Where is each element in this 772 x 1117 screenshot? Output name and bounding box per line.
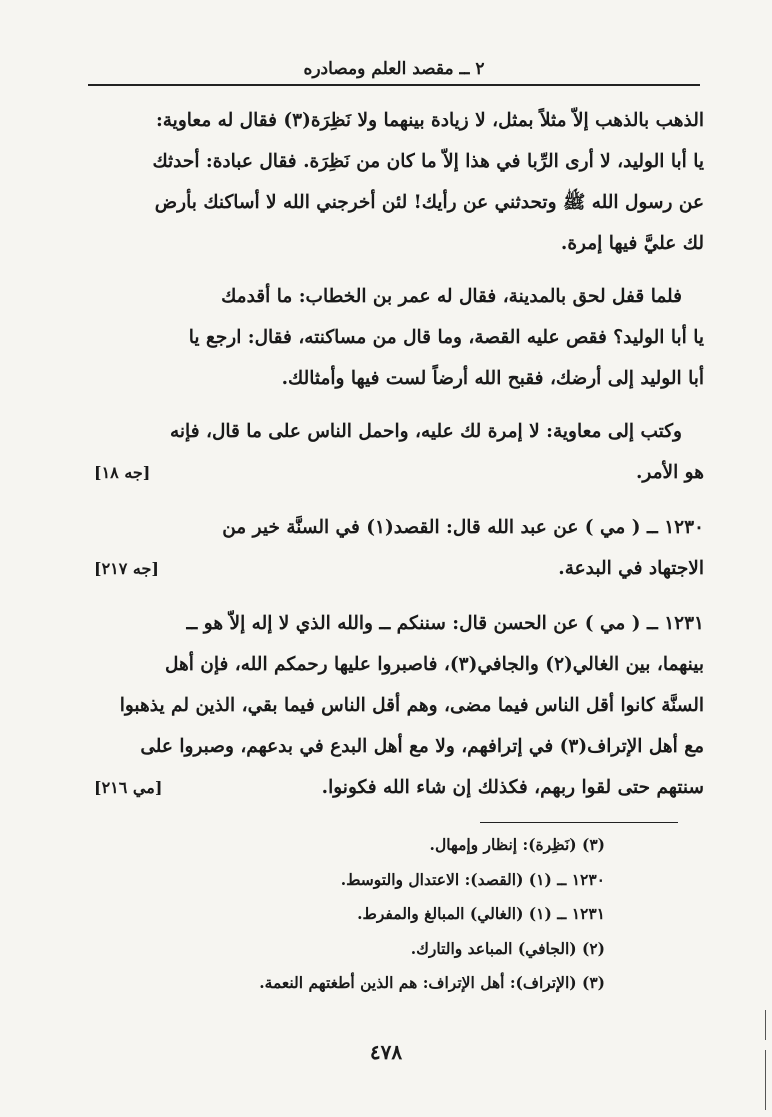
text-line-content: سنتهم حتى لقوا ربهم، فكذلك إن شاء الله فكونوا. <box>321 777 704 798</box>
source-reference: [مي ٢١٦] <box>94 778 163 797</box>
text-line <box>88 767 704 808</box>
footnote: (٣) (الإتراف): أهل الإتراف: هم الذين أطغتهم النعمة. <box>259 973 605 992</box>
text-line: ١٢٣١ ــ ( مي ) عن الحسن قال: سننكم ــ والله الذي لا إله إلاّ هو ــ <box>186 613 704 634</box>
page-edge-mark <box>765 1010 766 1040</box>
text-line: فلما قفل لحق بالمدينة، فقال له عمر بن الخطاب: ما أقدمك <box>221 286 682 307</box>
footnote: (٢) (الجافي) المباعد والتارك. <box>410 938 605 958</box>
footnote: ١٢٣٠ ــ (١) (القصد): الاعتدال والتوسط. <box>340 869 605 889</box>
text-line: الذهب بالذهب إلاّ مثلاً بمثل، لا زيادة بينهما ولا نَظِرَة(٣) فقال له معاوية: <box>155 110 704 131</box>
text-line: السنَّة كانوا أقل الناس فيما مضى، وهم أقل الناس فيما بقي، الذين لم يذهبوا <box>119 695 704 716</box>
text-line <box>88 548 704 589</box>
text-line: لك عليَّ فيها إمرة. <box>560 233 704 254</box>
text-line-content: هو الأمر. <box>635 462 704 483</box>
text-line-content: الاجتهاد في البدعة. <box>558 558 704 579</box>
paragraph-1 <box>88 100 704 264</box>
text-line: أبا الوليد إلى أرضك، فقبح الله أرضاً لست فيها وأمثالك. <box>281 368 704 389</box>
footnotes <box>150 828 605 1001</box>
paragraph-3 <box>88 411 704 493</box>
main-text <box>88 100 704 820</box>
text-line: يا أبا الوليد؟ فقص عليه القصة، وما قال من مساكنته، فقال: ارجع يا <box>188 327 704 348</box>
hadith-1230 <box>88 507 704 589</box>
footnote: (٣) (نَظِرة): إنظار وإمهال. <box>429 835 605 854</box>
header-rule <box>88 84 700 86</box>
text-line: وكتب إلى معاوية: لا إمرة لك عليه، واحمل الناس على ما قال، فإنه <box>169 421 682 442</box>
hadith-1231 <box>88 603 704 808</box>
source-reference: [جه ٢١٧] <box>94 559 159 578</box>
page-edge-mark <box>765 1050 766 1110</box>
page-number: ٤٧٨ <box>369 1040 403 1064</box>
text-line: عن رسول الله ﷺ وتحدثني عن رأيك! لئن أخرجني الله لا أساكنك بأرض <box>154 192 704 213</box>
text-line <box>88 452 704 493</box>
text-line: بينهما، بين الغالي(٢) والجافي(٣)، فاصبروا عليها رحمكم الله، فإن أهل <box>164 654 704 675</box>
running-header: ٢ ــ مقصد العلم ومصادره <box>303 59 485 79</box>
footnote-rule <box>480 822 678 823</box>
footnote: ١٢٣١ ــ (١) (الغالي) المبالغ والمفرط. <box>357 904 605 923</box>
text-line: يا أبا الوليد، لا أرى الرِّبا في هذا إلاّ ما كان من نَظِرَة. فقال عبادة: أحدثك <box>152 151 704 172</box>
paragraph-2 <box>88 276 704 399</box>
text-line: ١٢٣٠ ــ ( مي ) عن عبد الله قال: القصد(١) في السنَّة خير من <box>222 517 704 538</box>
text-line: مع أهل الإتراف(٣) في إترافهم، ولا مع أهل البدع في بدعهم، وصبروا على <box>140 736 704 757</box>
source-reference: [جه ١٨] <box>94 463 151 482</box>
